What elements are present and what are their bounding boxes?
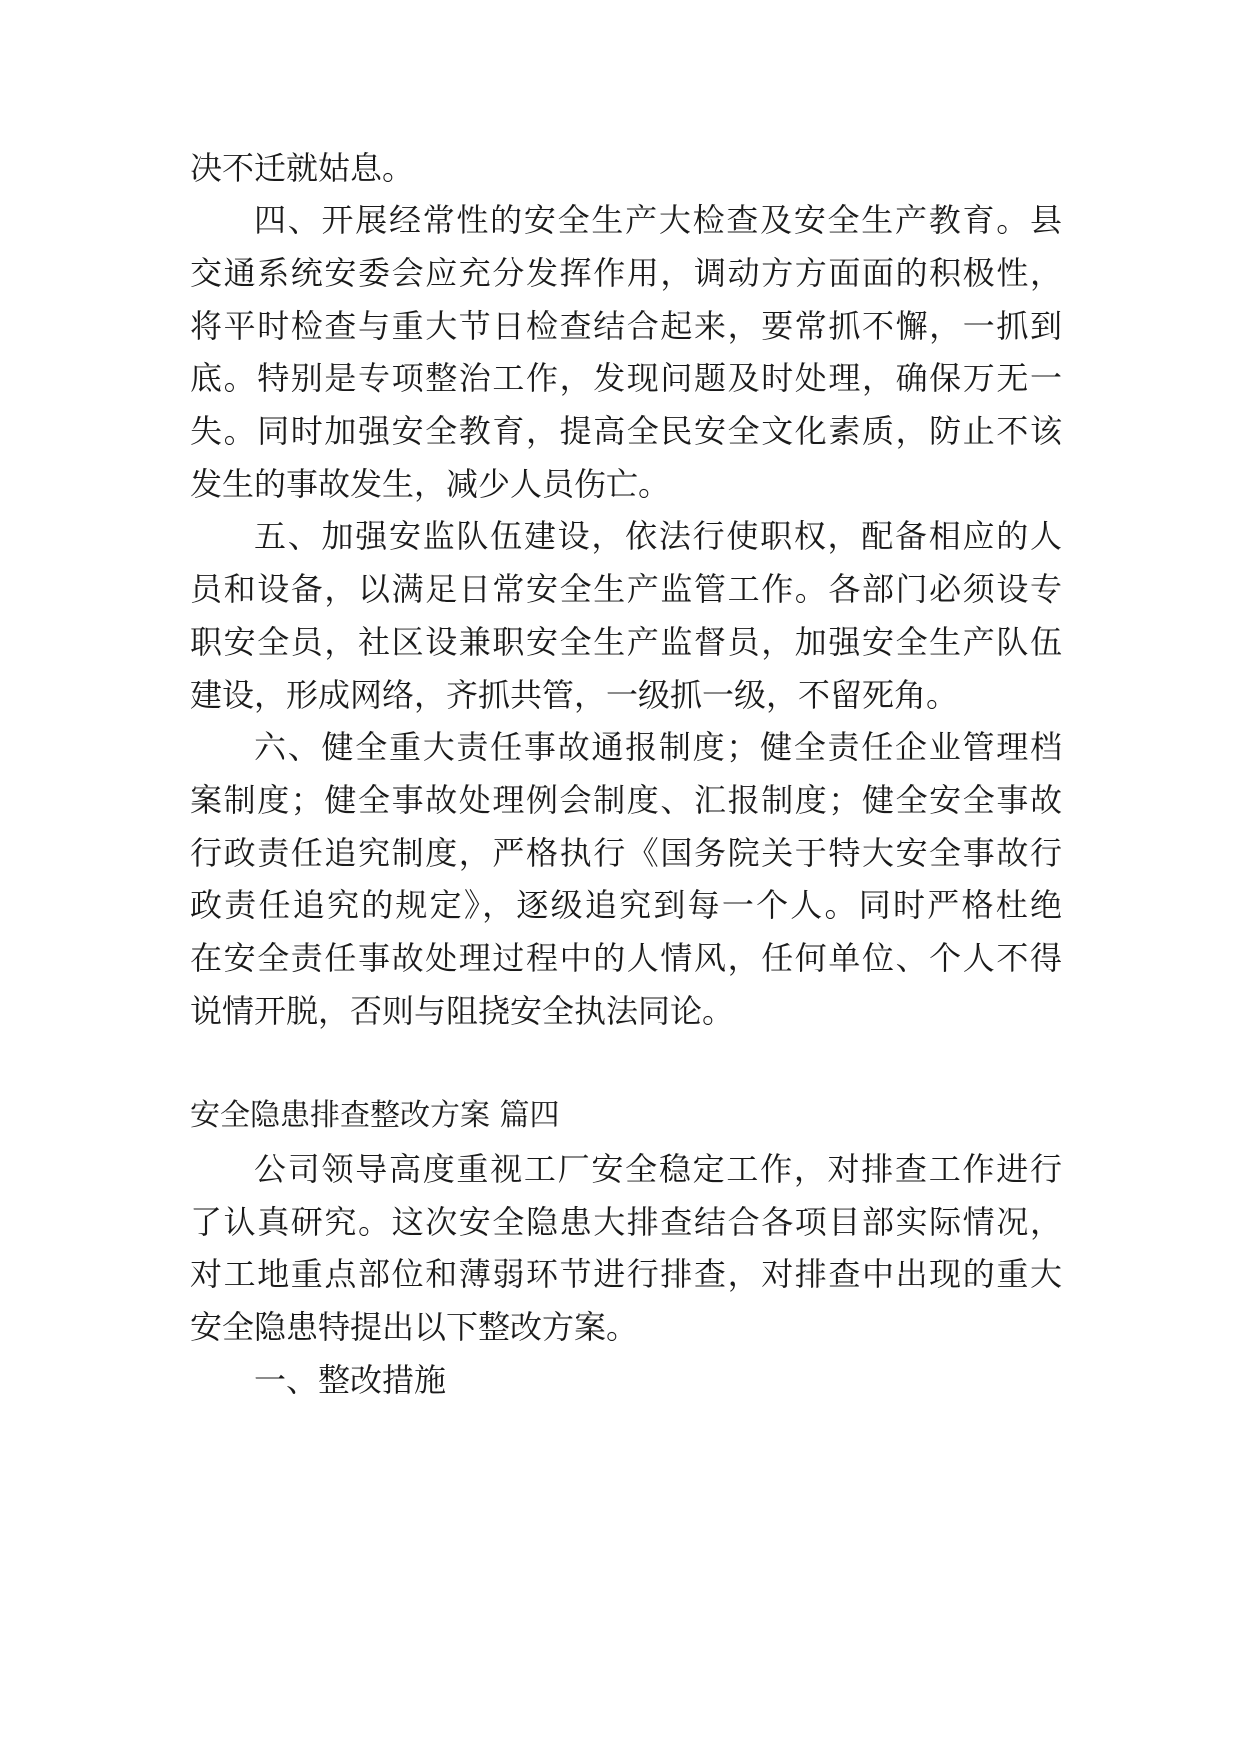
text-line: 行政责任追究制度，严格执行《国务院关于特大安全事故行 <box>190 834 1062 872</box>
text-line: 决不迁就姑息。 <box>190 149 415 187</box>
text-line: 职安全员，社区设兼职安全生产监督员，加强安全生产队伍 <box>190 623 1062 661</box>
text-line: 失。同时加强安全教育，提高全民安全文化素质，防止不该 <box>190 412 1062 450</box>
paragraph-start: 五、加强安监队伍建设，依法行使职权，配备相应的人 <box>254 517 1062 555</box>
paragraph-start: 公司领导高度重视工厂安全稳定工作，对排查工作进行 <box>254 1150 1062 1188</box>
paragraph-start: 六、健全重大责任事故通报制度；健全责任企业管理档 <box>254 728 1062 766</box>
paragraph-start: 四、开展经常性的安全生产大检查及安全生产教育。县 <box>254 201 1062 239</box>
subheading: 一、整改措施 <box>254 1361 447 1399</box>
text-line: 发生的事故发生，减少人员伤亡。 <box>190 465 671 503</box>
document-page <box>190 0 1062 1754</box>
section-heading: 安全隐患排查整改方案 篇四 <box>190 1098 560 1133</box>
text-line: 员和设备，以满足日常安全生产监管工作。各部门必须设专 <box>190 570 1062 608</box>
text-line: 交通系统安委会应充分发挥作用，调动方方面面的积极性， <box>190 254 1062 292</box>
text-line: 在安全责任事故处理过程中的人情风，任何单位、个人不得 <box>190 939 1062 977</box>
text-line: 安全隐患特提出以下整改方案。 <box>190 1308 639 1346</box>
text-line: 政责任追究的规定》，逐级追究到每一个人。同时严格杜绝 <box>190 886 1062 924</box>
text-line: 了认真研究。这次安全隐患大排查结合各项目部实际情况， <box>190 1203 1062 1241</box>
text-line: 说情开脱，否则与阻挠安全执法同论。 <box>190 992 735 1030</box>
text-line: 建设，形成网络，齐抓共管，一级抓一级，不留死角。 <box>190 676 959 714</box>
text-line: 对工地重点部位和薄弱环节进行排查，对排查中出现的重大 <box>190 1255 1062 1293</box>
text-line: 底。特别是专项整治工作，发现问题及时处理，确保万无一 <box>190 359 1062 397</box>
text-line: 将平时检查与重大节日检查结合起来，要常抓不懈，一抓到 <box>190 307 1062 345</box>
text-line: 案制度；健全事故处理例会制度、汇报制度；健全安全事故 <box>190 781 1062 819</box>
